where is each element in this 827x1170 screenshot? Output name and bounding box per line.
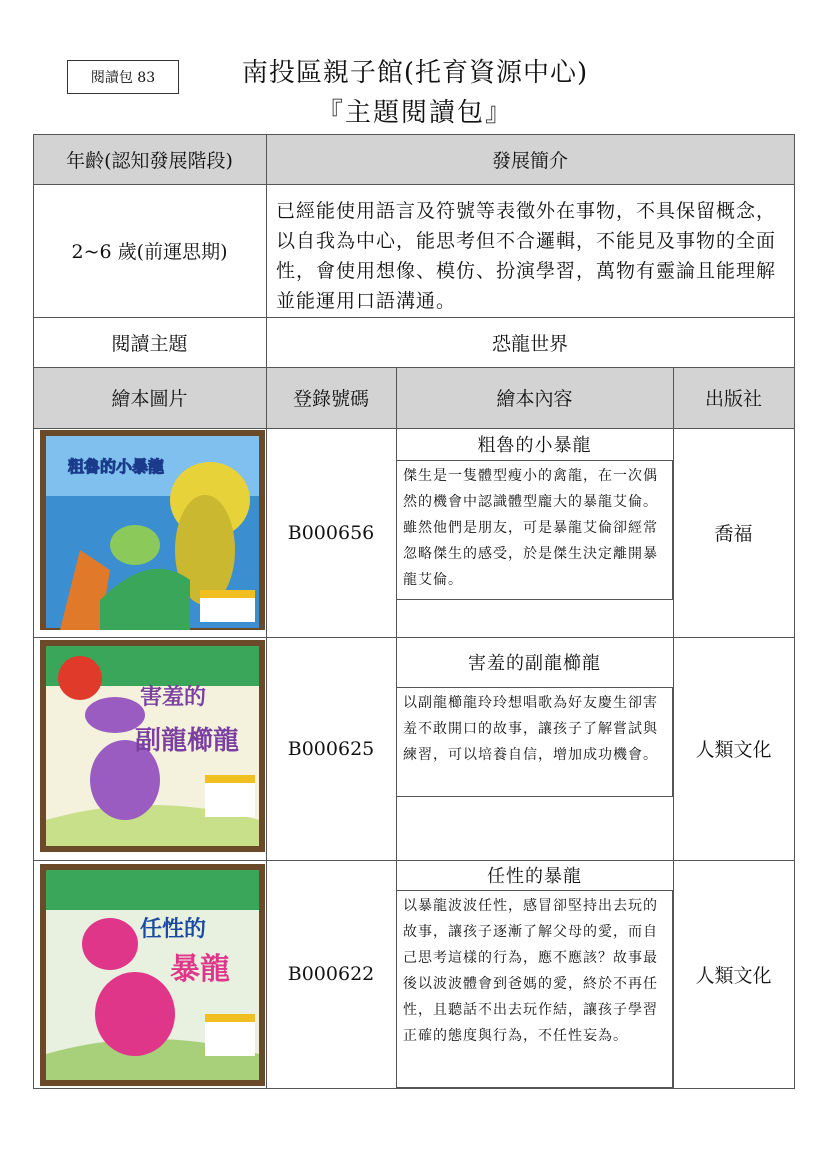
col-header-content: 繪本內容 bbox=[396, 367, 673, 428]
book-2-content: 以副龍櫛龍玲玲想唱歌為好友慶生卻害羞不敢開口的故事，讓孩子了解嘗試與練習，可以培養自信，增加成功機會。 bbox=[396, 687, 673, 797]
age-value: 2~6 歲(前運思期) bbox=[71, 241, 228, 263]
book-cover-3-line1: 任性的 bbox=[140, 917, 207, 942]
book-1-title: 粗魯的小暴龍 bbox=[477, 435, 592, 456]
book-cover-3-art bbox=[40, 864, 265, 1086]
col-header-publisher: 出版社 bbox=[673, 367, 794, 428]
col-header-code: 登錄號碼 bbox=[266, 367, 396, 428]
book-cover-3-line2: 暴龍 bbox=[170, 952, 230, 987]
book-2-title: 害羞的副龍櫛龍 bbox=[468, 653, 601, 674]
book-2-publisher: 人類文化 bbox=[695, 739, 772, 761]
dev-header: 發展簡介 bbox=[266, 134, 794, 184]
book-cover-1-title: 粗魯的小暴龍 bbox=[68, 457, 165, 476]
page-title: 南投區親子館(托育資源中心) bbox=[241, 58, 589, 88]
theme-label: 閱讀主題 bbox=[111, 332, 188, 355]
book-1-publisher: 喬福 bbox=[714, 523, 753, 545]
book-1-content: 傑生是一隻體型瘦小的禽龍，在一次偶然的機會中認識體型龐大的暴龍艾倫。雖然他們是朋友，可是暴龍艾倫卻經常忽略傑生的感受，於是傑生決定離開暴龍艾倫。 bbox=[396, 460, 673, 600]
book-3-content: 以暴龍波波任性，感冒卻堅持出去玩的故事，讓孩子逐漸了解父母的愛，而自己思考這樣的行為，應不應該？故事最後以波波體會到爸媽的愛，終於不再任性，且聽話不出去玩作結，讓孩子學習正確的態度與行為，不任性妄為。 bbox=[396, 890, 673, 1088]
age-header: 年齡(認知發展階段) bbox=[33, 134, 266, 184]
page-subtitle: 『主題閱讀包』 bbox=[316, 98, 513, 128]
book-cover-2-line1: 害羞的 bbox=[140, 685, 207, 710]
theme-value: 恐龍世界 bbox=[491, 332, 568, 355]
book-3-code: B000622 bbox=[287, 963, 375, 985]
book-cover-3 bbox=[40, 864, 265, 1086]
book-cover-2-line2: 副龍櫛龍 bbox=[135, 726, 240, 756]
dev-description: 已經能使用語言及符號等表徵外在事物，不具保留概念，以自我為中心，能思考但不合邏輯，不能見及事物的全面性，會使用想像、模仿、扮演學習，萬物有靈論且能理解並能運用口語溝通。 bbox=[276, 200, 777, 312]
book-cover-1 bbox=[40, 430, 265, 630]
book-cover-2 bbox=[40, 640, 265, 852]
book-2-code: B000625 bbox=[287, 737, 375, 760]
book-1-code: B000656 bbox=[287, 521, 375, 544]
book-3-title: 任性的暴龍 bbox=[487, 866, 582, 887]
col-header-image: 繪本圖片 bbox=[33, 367, 266, 428]
book-3-publisher: 人類文化 bbox=[695, 964, 772, 987]
package-label: 閱讀包 83 bbox=[67, 60, 179, 94]
